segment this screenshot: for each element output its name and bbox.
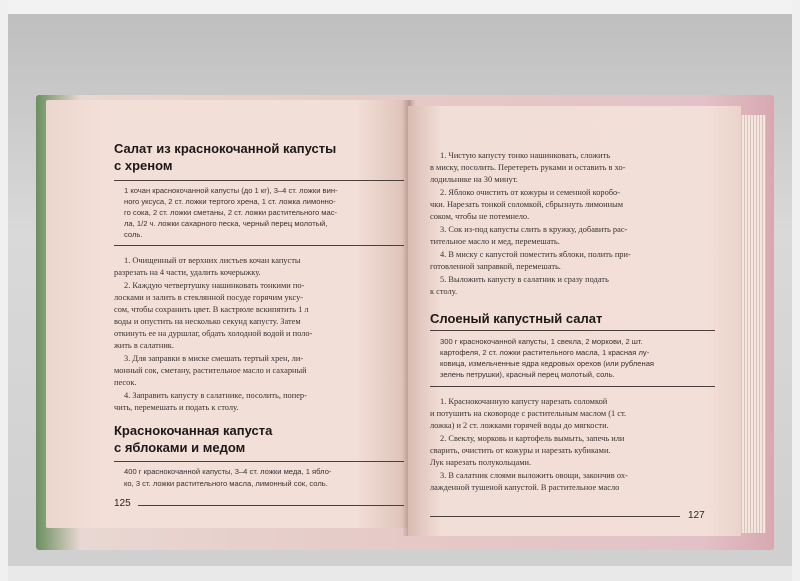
step-line: 4. Заправить капусту в салатнике, посолить, попер- [124,391,307,400]
step-line: 1. Чистую капусту тонко нашинковать, сложить [440,151,611,160]
step-line: лодильнике на 30 минут. [430,175,518,184]
step-line: сварить, очистить от кожуры и нарезать кубиками. [430,446,611,455]
scan-margin-bottom [0,566,800,581]
page-number: 125 [114,498,131,509]
ingredients-line: 1 кочан краснокочанной капусты (до 1 кг), 3–4 ст. ложки вин- [124,186,338,195]
step-line: чить, перемешать и подать к столу. [114,403,239,412]
ingredients-line: 300 г краснокочанной капусты, 1 свекла, 2 моркови, 2 шт. [440,337,643,346]
step-line: разрезать на 4 части, удалить кочерыжку. [114,268,261,277]
left-page [46,100,411,528]
ingredients-line: ковица, измельченные ядра кедровых орехов (или рубленая [440,359,655,368]
step-line: готовленной заправкой, перемешать. [430,262,561,271]
ingredients-line: картофеля, 2 ст. ложки растительного масла, 1 красная лу- [440,348,650,357]
step-line: 4. В миску с капустой поместить яблоки, полить при- [440,250,631,259]
ingredients-rule-top [430,330,715,331]
step-line: 2. Свеклу, морковь и картофель вымыть, запечь или [440,434,625,443]
footer-rule [430,516,680,517]
step-line: 5. Выложить капусту в салатник и сразу подать [440,275,609,284]
step-line: сом, чтобы сохранить цвет. В кастрюле вскипятить 1 л [114,305,309,314]
footer-rule [138,505,404,506]
step-line: 2. Яблоко очистить от кожуры и семенной коробо- [440,188,621,197]
step-line: в миску, посолить. Перетереть руками и оставить в хо- [430,163,626,172]
step-line: 1. Краснокочанную капусту нарезать соломкой [440,397,608,406]
ingredients-rule-bottom [114,245,404,246]
step-line: 3. В салатник слоями выложить овощи, закончив ох- [440,471,628,480]
ingredients-rule-top [114,180,404,181]
scan-margin-top [0,0,800,14]
recipe-title-line: Краснокочанная капуста [114,423,273,438]
scan-margin-left [0,0,8,581]
step-line: ложка) и 2 ст. ложками горячей воды до мягкости. [430,421,609,430]
step-line: 3. Для заправки в миске смешать тертый хрен, ли- [124,354,304,363]
step-line: 2. Каждую четвертушку нашинковать тонкими по- [124,281,305,290]
ingredients-line: соль. [124,230,143,239]
ingredients-line: 400 г краснокочанной капусты, 3–4 ст. ложки меда, 1 ябло- [124,467,332,476]
ingredients-line: ко, 3 ст. ложки растительного масла, лимонный сок, соль. [124,479,328,488]
scan-margin-right [792,0,800,581]
step-line: откинуть ее на дуршлаг, обдать холодной водой и поло- [114,329,313,338]
step-line: жить в салатник. [114,341,174,350]
step-line: Лук нарезать полукольцами. [430,458,532,467]
page-number: 127 [688,510,705,521]
ingredients-rule-top [114,461,404,462]
step-line: к столу. [430,287,458,296]
step-line: 3. Сок из-под капусты слить в кружку, добавить рас- [440,225,628,234]
step-line: соком, чтобы не потемнело. [430,212,530,221]
recipe-title: Слоеный капустный салат [430,311,603,326]
recipe-title-line: с хреном [114,158,173,173]
ingredients-line: зелень петрушки), красный перец молотый, соль. [440,370,615,379]
ingredients-line: го сока, 2 ст. ложки сметаны, 2 ст. ложки растительного мас- [124,208,338,217]
ingredients-line: ла, 1/2 ч. ложки сахарного песка, черный перец молотый, [124,219,328,228]
ingredients-rule-bottom [430,386,715,387]
ingredients-line: ного уксуса, 2 ст. ложки тертого хрена, 1 ст. ложка лимонно- [124,197,336,206]
right-page [408,106,741,536]
step-line: лосками и залить в стеклянной посуде горячим уксу- [114,293,304,302]
step-line: 1. Очищенный от верхних листьев кочан капусты [124,256,301,265]
step-line: воды и опустить на несколько секунд капусту. Затем [114,317,301,326]
step-line: и потушить на сковороде с растительным маслом (1 ст. [430,409,627,418]
step-line: чки. Нарезать тонкой соломкой, сбрызнуть лимонным [430,200,624,209]
step-line: монный сок, сметану, растительное масло и сахарный [114,366,307,375]
step-line: песок. [114,378,137,387]
page-edges [738,115,766,533]
recipe-title-line: с яблоками и медом [114,440,246,455]
recipe-title-line: Салат из краснокочанной капусты [114,141,337,156]
step-line: тительное масло и мед, перемешать. [430,237,560,246]
step-line: лажденной тушеной капустой. В растительное масло [430,483,620,492]
